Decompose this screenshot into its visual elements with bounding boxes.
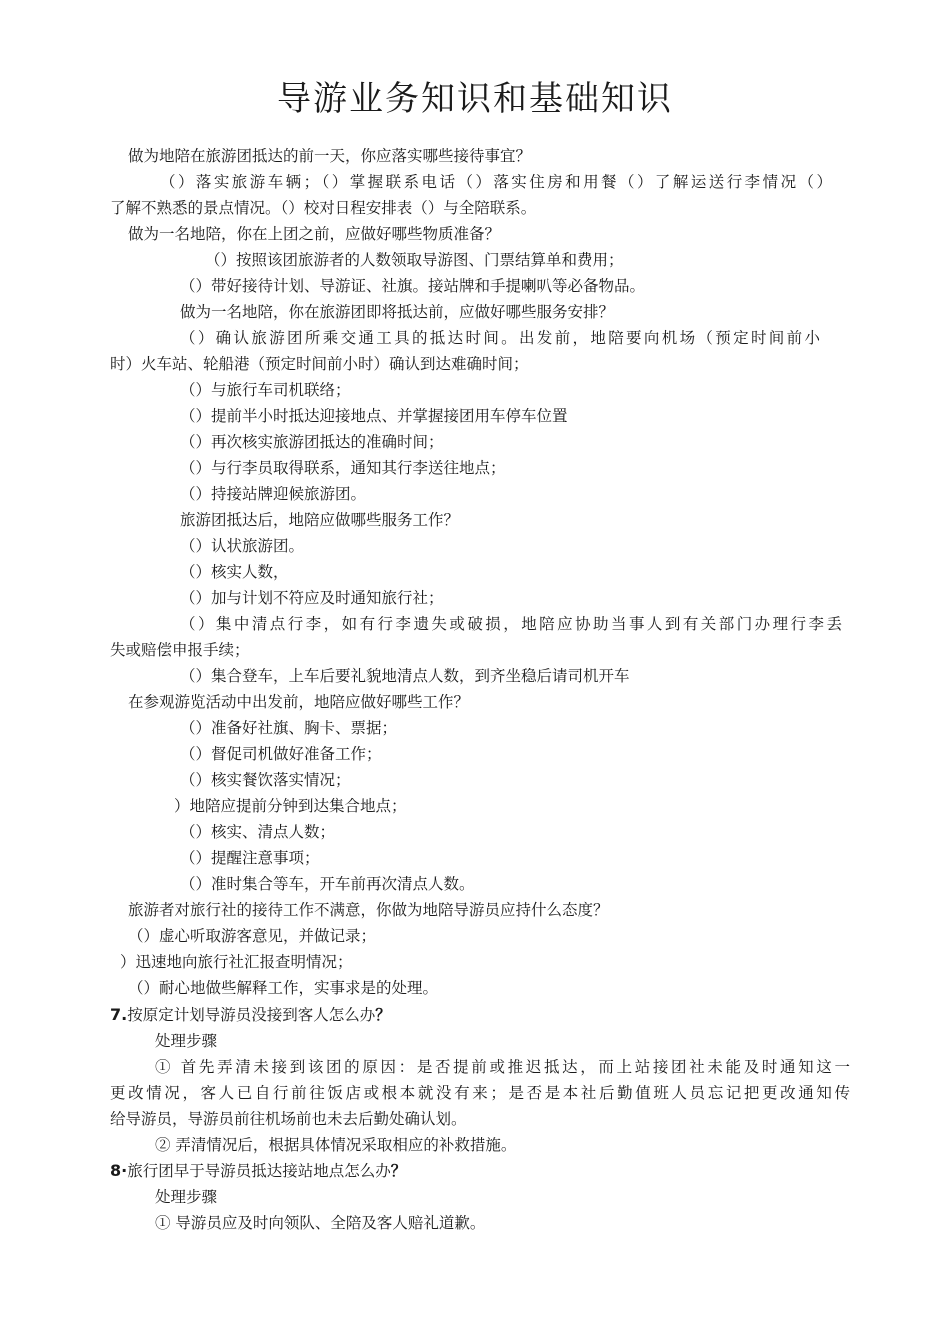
answer-line: （）按照该团旅游者的人数领取导游图、门票结算单和费用；: [205, 251, 624, 269]
answer-line: （）与旅行车司机联络；: [180, 381, 351, 399]
answer-line: 了解不熟悉的景点情况。（）校对日程安排表（）与全陪联系。: [110, 199, 537, 217]
answer-line: （）提醒注意事项；: [180, 849, 320, 867]
answer-line: （）确认旅游团所乘交通工具的抵达时间。出发前，地陪要向机场（预定时间前小: [180, 329, 820, 347]
steps-heading: 处理步骤: [155, 1032, 218, 1050]
step-text: ① 导游员应及时向领队、全陪及客人赔礼道歉。: [155, 1214, 486, 1232]
question-line: 做为一名地陪，你在旅游团即将抵达前，应做好哪些服务安排？: [180, 303, 615, 321]
answer-line: （）集中清点行李，如有行李遗失或破损，地陪应协助当事人到有关部门办理行李丢: [180, 615, 842, 633]
answer-line: （）提前半小时抵达迎接地点、并掌握接团用车停车位置: [180, 407, 568, 425]
answer-line: （）带好接待计划、导游证、社旗。接站牌和手提喇叭等必备物品。: [180, 277, 646, 295]
answer-line: （）认状旅游团。: [180, 537, 305, 555]
answer-line: （）集合登车，上车后要礼貌地清点人数，到齐坐稳后请司机开车: [180, 667, 630, 685]
step-text: 更改情况，客人已自行前往饭店或根本就没有来；是否是本社后勤值班人员忘记把更改通知传: [110, 1084, 850, 1102]
question-line: 做为一名地陪，你在上团之前，应做好哪些物质准备？: [128, 225, 501, 243]
answer-line: （）督促司机做好准备工作；: [180, 745, 382, 763]
question-mark: ？: [390, 1162, 407, 1180]
question-line: 做为地陪在旅游团抵达的前一天，你应落实哪些接待事宜？: [128, 147, 532, 165]
answer-line: （）核实、清点人数；: [180, 823, 336, 841]
answer-line: （）核实餐饮落实情况；: [180, 771, 351, 789]
page-title: 导游业务知识和基础知识: [277, 79, 673, 119]
answer-line: （）准时集合等车，开车前再次清点人数。: [180, 875, 475, 893]
answer-line: ）迅速地向旅行社汇报查明情况；: [120, 953, 353, 971]
answer-line: （）核实人数，: [180, 563, 289, 581]
answer-line: （）落实旅游车辆；（）掌握联系电话（）落实住房和用餐（）了解运送行李情况（）: [160, 173, 832, 191]
question-number: 7.: [110, 1005, 128, 1024]
step-text: ② 弄清情况后，根据具体情况采取相应的补救措施。: [155, 1136, 517, 1154]
answer-line: （）耐心地做些解释工作，实事求是的处理。: [128, 979, 439, 997]
answer-line: 失或赔偿申报手续；: [110, 641, 250, 659]
question-text: 旅行团早于导游员抵达接站地点怎么办: [127, 1162, 391, 1180]
question-number: 8·: [110, 1161, 128, 1180]
answer-line: （）再次核实旅游团抵达的准确时间；: [180, 433, 444, 451]
question-8-heading: [110, 1158, 406, 1184]
question-7-heading: [110, 1002, 391, 1028]
answer-line: （）加与计划不符应及时通知旅行社；: [180, 589, 444, 607]
question-line: 旅游团抵达后，地陪应做哪些服务工作？: [180, 511, 460, 529]
answer-line: （）准备好社旗、胸卡、票据；: [180, 719, 398, 737]
question-line: 旅游者对旅行社的接待工作不满意，你做为地陪导游员应持什么态度？: [128, 901, 609, 919]
answer-line: （）虚心听取游客意见，并做记录；: [128, 927, 377, 945]
step-text: 给导游员，导游员前往机场前也未去后勤处确认划。: [110, 1110, 467, 1128]
steps-heading: 处理步骤: [155, 1188, 218, 1206]
answer-line: （）持接站牌迎候旅游团。: [180, 485, 367, 503]
answer-line: 时）火车站、轮船港（预定时间前小时）确认到达难确时间；: [110, 355, 529, 373]
answer-line: ）地陪应提前分钟到达集合地点；: [174, 797, 407, 815]
question-line: 在参观游览活动中出发前，地陪应做好哪些工作？: [128, 693, 470, 711]
answer-line: （）与行李员取得联系，通知其行李送往地点；: [180, 459, 506, 477]
question-mark: ？: [375, 1006, 391, 1024]
step-text: ① 首先弄清未接到该团的原因：是否提前或推迟抵达，而上站接团社未能及时通知这一: [155, 1058, 850, 1076]
question-text: 按原定计划导游员没接到客人怎么办: [127, 1006, 376, 1024]
